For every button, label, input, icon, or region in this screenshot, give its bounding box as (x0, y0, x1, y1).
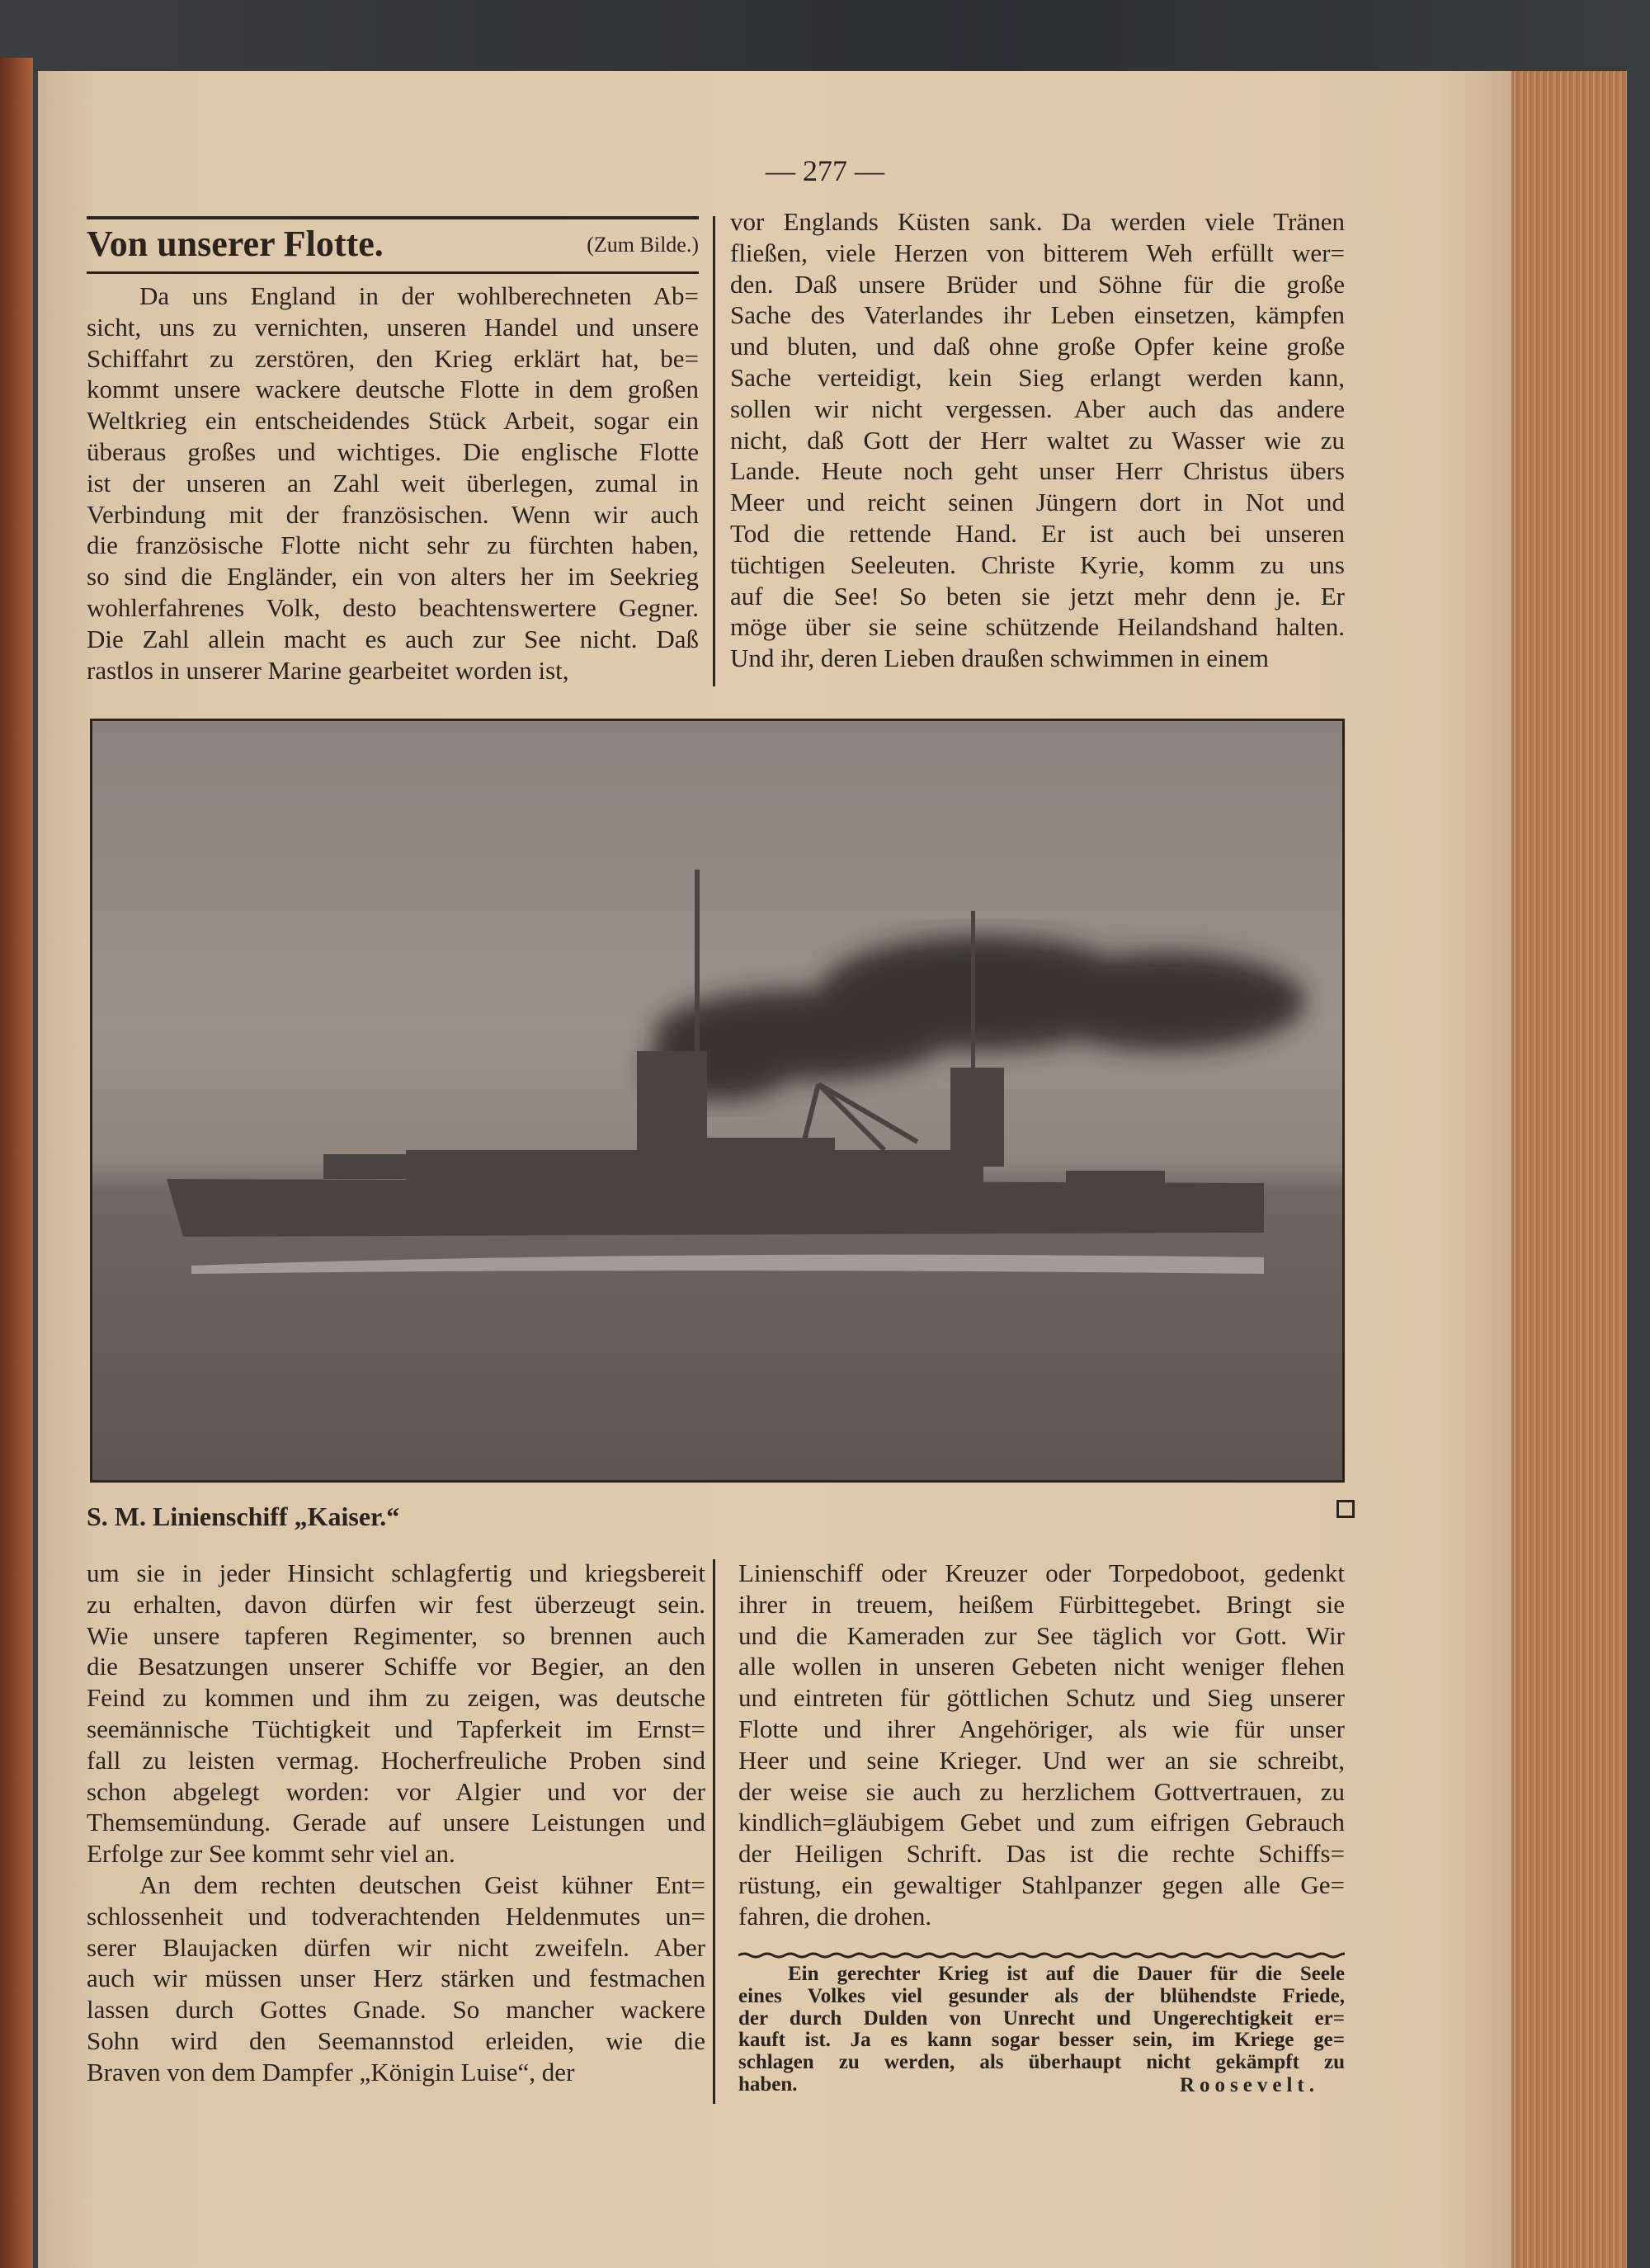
text-line: nicht, daß Gott der Herr waltet zu Wasser wie zu (730, 425, 1345, 455)
text-line: Tod die rettende Hand. Er ist auch bei unseren (730, 518, 1345, 548)
text-line: kauft ist. Ja es kann sogar besser sein, im Kriege ge= (738, 2029, 1345, 2052)
bow-wave (191, 1255, 1264, 1274)
text-line: schon abgelegt worden: vor Algier und vor der (87, 1776, 705, 1806)
column-top-right (730, 206, 1345, 674)
column-bottom-left (87, 1558, 705, 2088)
text-line: fahren, die drohen. (738, 1901, 932, 1931)
text-line: den. Daß unsere Brüder und Söhne für die große (730, 269, 1345, 299)
text-line: sollen wir nicht vergessen. Aber auch das andere (730, 394, 1345, 423)
text-line: Verbindung mit der französischen. Wenn wir auch (87, 499, 699, 529)
text-line: An dem rechten deutschen Geist kühner Ent= (139, 1870, 705, 1899)
text-line: kindlich=gläubigem Gebet und zum eifrigen Gebrauch (738, 1808, 1345, 1837)
text-line: der Heiligen Schrift. Das ist die rechte Schiffs= (738, 1839, 1345, 1869)
text-line: auch wir müssen unser Herz stärken und festmachen (87, 1964, 705, 1993)
text-line: seemännische Tüchtigkeit und Tapferkeit im Ernst= (87, 1714, 705, 1743)
column-bottom-right (738, 1558, 1345, 1932)
text-line: und die Kameraden zur See täglich vor Gott. Wir (738, 1620, 1345, 1650)
battleship-photo (90, 719, 1345, 1483)
text-line: sicht, uns zu vernichten, unseren Handel und unsere (87, 312, 699, 342)
text-line: der weise sie auch zu herzlichem Gottvertrauen, zu (738, 1776, 1345, 1806)
photo-caption: S. M. Linienschiff „Kaiser.“ (87, 1502, 400, 1531)
text-line: tüchtigen Seeleuten. Christe Kyrie, komm zu uns (730, 549, 1345, 579)
text-line: rüstung, ein gewaltiger Stahlpanzer gegen alle Ge= (738, 1870, 1345, 1899)
column-divider-top (713, 216, 715, 686)
text-line: Schiffahrt zu zerstören, den Krieg erklärt hat, be= (87, 343, 699, 373)
text-line: Weltkrieg ein entscheidendes Stück Arbeit, sogar ein (87, 406, 699, 436)
text-line: eines Volkes viel gesunder als der blühendste Friede, (738, 1984, 1345, 2007)
text-line: möge über sie seine schützende Heilandshand halten. (730, 612, 1345, 642)
text-line: schlagen zu werden, als überhaupt nicht gekämpft zu (738, 2051, 1345, 2074)
article-title: Von unserer Flotte. (87, 224, 384, 264)
column-divider-bottom (713, 1559, 715, 2104)
text-line: ist der unseren an Zahl weit überlegen, zumal in (87, 468, 699, 497)
text-line: Flotte und ihrer Angehöriger, als wie für unser (738, 1714, 1345, 1743)
text-line: Lande. Heute noch geht unser Herr Christus übers (730, 456, 1345, 486)
text-line: Sache verteidigt, kein Sieg erlangt werden kann, (730, 362, 1345, 392)
text-line: serer Blaujacken dürfen wir nicht zweifeln. Aber (87, 1932, 705, 1962)
text-line: lassen durch Gottes Gnade. So mancher wackere (87, 1995, 705, 2025)
title-rule-top (87, 216, 699, 219)
text-line: Wie unsere tapferen Regimenter, so brennen auch (87, 1620, 705, 1650)
text-line: Linienschiff oder Kreuzer oder Torpedoboot, gedenkt (738, 1558, 1345, 1587)
text-line: kommt unsere wackere deutsche Flotte in dem großen (87, 375, 699, 404)
page-block-edge (1511, 71, 1627, 2268)
text-line: Sohn wird den Seemannstod erleiden, wie die (87, 2025, 705, 2055)
text-line: Ein gerechter Krieg ist auf die Dauer für die Seele (788, 1963, 1345, 1985)
article-note: (Zum Bilde.) (587, 233, 699, 257)
text-line: der durch Dulden von Unrecht und Ungerechtigkeit er= (738, 2006, 1345, 2030)
text-line: fall zu leisten vermag. Hocherfreuliche Proben sind (87, 1745, 705, 1775)
text-line: Heer und seine Krieger. Und wer an sie schreibt, (738, 1745, 1345, 1775)
text-line: Da uns England in der wohlberechneten Ab= (139, 281, 699, 310)
wavy-rule (738, 1950, 1345, 1960)
text-line: Sache des Vaterlandes ihr Leben einsetzen, kämpfen (730, 300, 1345, 330)
page-number: — 277 — (766, 154, 884, 187)
title-rule-bottom (87, 271, 699, 274)
text-line: Meer und reicht seinen Jüngern dort in Not und (730, 488, 1345, 517)
text-line: vor Englands Küsten sank. Da werden viele Tränen (730, 207, 1345, 236)
text-line: überaus großes und wichtiges. Die englische Flotte (87, 436, 699, 466)
text-line: die französische Flotte nicht sehr zu fürchten haben, (87, 530, 699, 560)
text-line: die Besatzungen unserer Schiffe vor Begier, an den (87, 1652, 705, 1681)
text-line: Erfolge zur See kommt sehr viel an. (87, 1839, 455, 1869)
text-line: ihrer in treuem, heißem Fürbittegebet. Bringt sie (738, 1589, 1345, 1619)
text-line: rastlos in unserer Marine gearbeitet worden ist, (87, 655, 569, 685)
end-square-mark (1336, 1500, 1355, 1518)
text-line: haben. (738, 2072, 798, 2096)
text-line: zu erhalten, davon dürfen wir fest überzeugt sein. (87, 1589, 705, 1619)
text-line: auf die See! So beten sie jetzt mehr denn je. Er (730, 581, 1345, 611)
text-line: fließen, viele Herzen von bitterem Weh erfüllt wer= (730, 238, 1345, 267)
battleship-illustration (92, 721, 1345, 1483)
text-line: Und ihr, deren Lieben draußen schwimmen in einem (730, 644, 1269, 673)
text-line: Themsemündung. Gerade auf unsere Leistungen und (87, 1808, 705, 1837)
article-title-block (87, 223, 699, 269)
text-line: und eintreten für göttlichen Schutz und Sieg unserer (738, 1683, 1345, 1713)
text-line: Die Zahl allein macht es auch zur See nicht. Daß (87, 624, 699, 653)
text-line: Feind zu kommen und ihm zu zeigen, was deutsche (87, 1683, 705, 1713)
quote-author: Roosevelt. (1180, 2074, 1319, 2096)
text-line: Braven von dem Dampfer „Königin Luise“, der (87, 2057, 575, 2086)
text-line: so sind die Engländer, ein von alters her im Seekrieg (87, 562, 699, 592)
column-top-left (87, 281, 699, 686)
text-line: und bluten, und daß ohne große Opfer keine große (730, 332, 1345, 361)
text-line: um sie in jeder Hinsicht schlagfertig und kriegsbereit (87, 1558, 705, 1587)
text-line: alle wollen in unseren Gebeten nicht weniger flehen (738, 1652, 1345, 1681)
text-line: schlossenheit und todverachtenden Heldenmutes un= (87, 1901, 705, 1931)
text-line: wohlerfahrenes Volk, desto beachtenswertere Gegner. (87, 592, 699, 622)
previous-page-edge (0, 58, 33, 2268)
